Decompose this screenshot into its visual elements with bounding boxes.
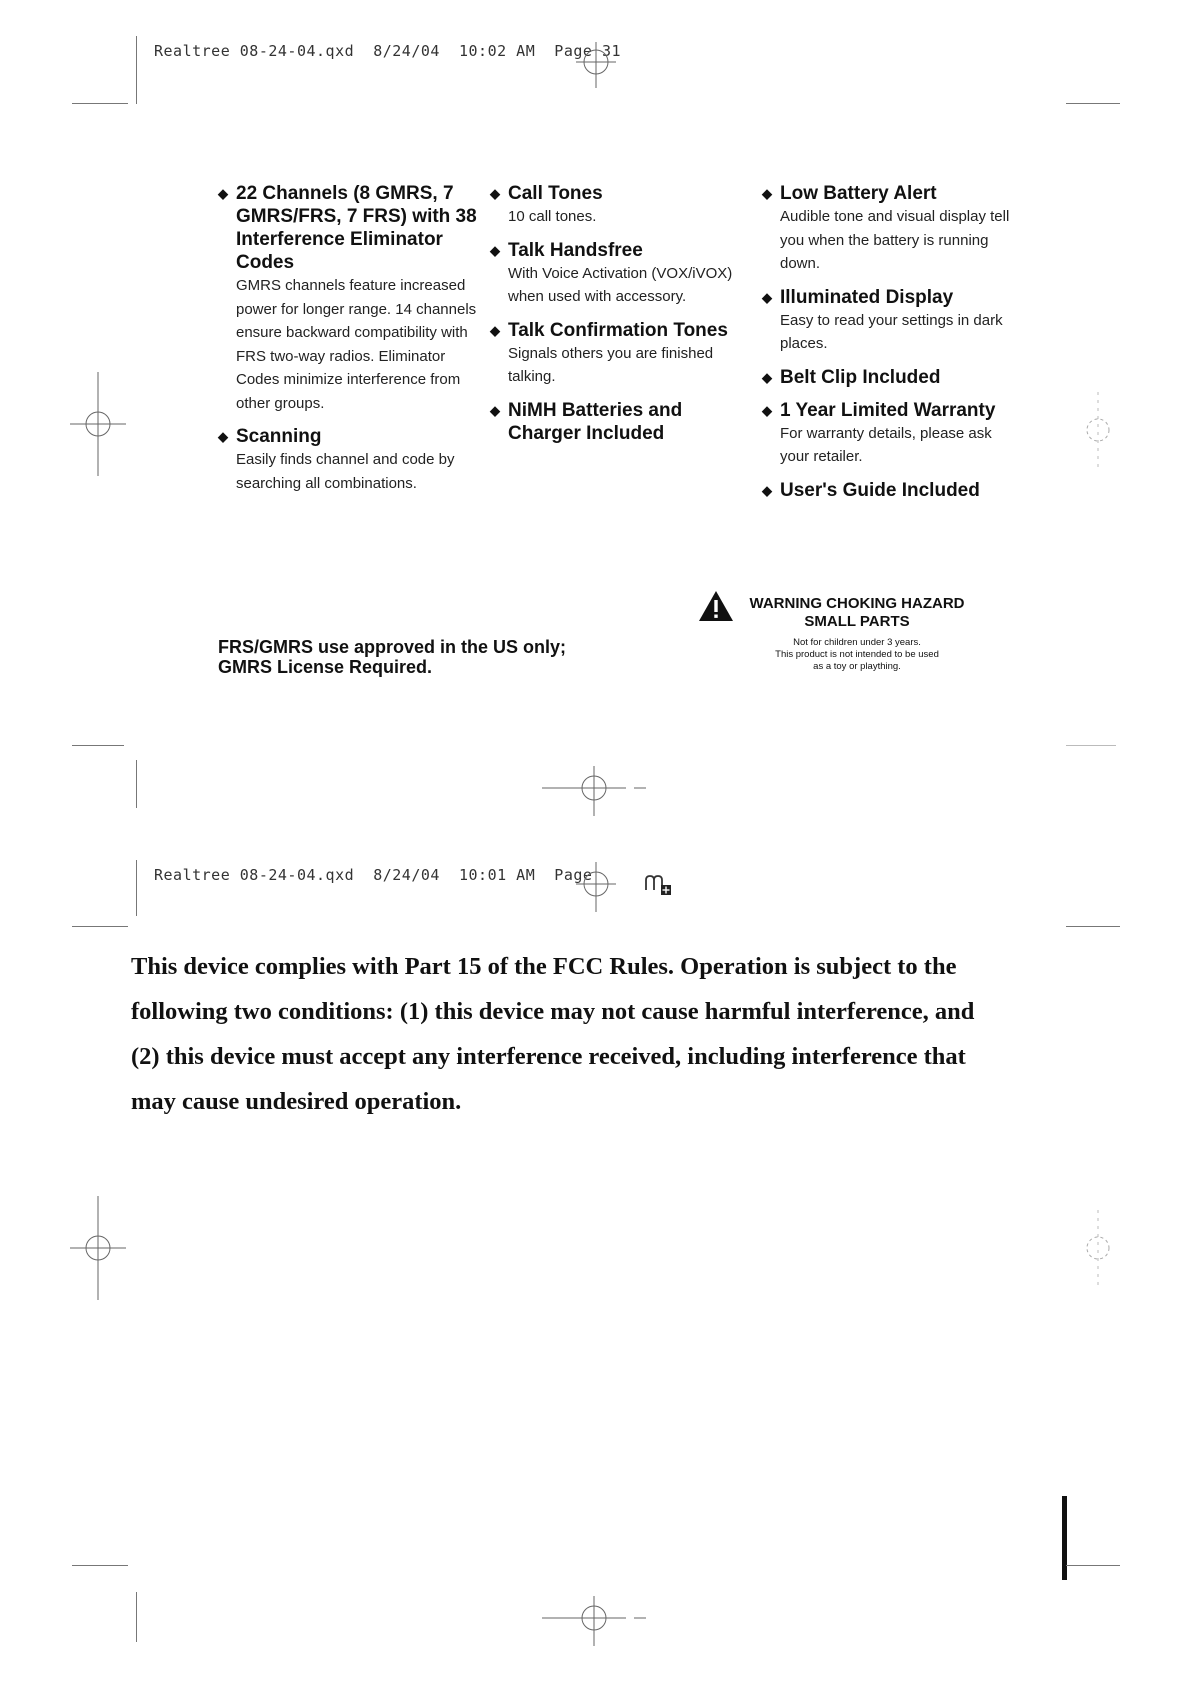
feature-title: 1 Year Limited Warranty: [780, 399, 996, 421]
bullet-icon: ◆: [218, 429, 228, 444]
fcc-line: This device complies with Part 15 of the FCC Rules. Operation is subject to the: [131, 953, 957, 980]
warning-line: Not for children under 3 years.: [793, 637, 921, 648]
feature-title: 22 Channels (8 GMRS, 7 GMRS/FRS, 7 FRS) with 38 Interference Eliminator Codes: [236, 183, 477, 273]
registration-mark-icon: [542, 1596, 652, 1646]
feature-title: Call Tones: [508, 183, 603, 204]
feature-item: [218, 182, 478, 415]
feature-column-2: [490, 182, 752, 455]
registration-mark-icon: [70, 1196, 130, 1300]
bullet-icon: ◆: [762, 402, 772, 418]
feature-title: User's Guide Included: [780, 479, 980, 501]
warning-heading: WARNING CHOKING HAZARD: [749, 595, 965, 612]
registration-mark-icon: [1080, 1210, 1120, 1290]
feature-item: [490, 239, 752, 309]
bullet-icon: ◆: [762, 369, 772, 385]
crop-mark: [1066, 1565, 1120, 1566]
warning-subheading: SMALL PARTS: [804, 613, 910, 630]
crop-mark: [72, 103, 128, 104]
bullet-icon: ◆: [490, 186, 500, 201]
feature-description: Easy to read your settings in dark places.: [780, 311, 1003, 352]
registration-mark-icon: [576, 860, 616, 914]
fcc-statement: [131, 944, 1051, 1124]
feature-item: [762, 479, 1024, 502]
feature-title: Low Battery Alert: [780, 183, 937, 204]
registration-mark-icon: [542, 766, 652, 816]
feature-description: GMRS channels feature increased power for longer range. 14 channels ensure backward compatibility with FRS two-way radios. Eliminator Codes minimize interference from other groups.: [236, 277, 477, 412]
bullet-icon: ◆: [490, 242, 500, 258]
bullet-icon: ◆: [490, 402, 500, 418]
crop-mark: [136, 1592, 137, 1642]
thick-crop-bar: [1062, 1496, 1067, 1580]
feature-description: Easily finds channel and code by searching all combinations.: [236, 451, 455, 492]
feature-item: [490, 399, 752, 445]
feature-title: Talk Confirmation Tones: [508, 319, 728, 341]
fcc-line: following two conditions: (1) this device may not cause harmful interference, and: [131, 998, 975, 1025]
notice-line: FRS/GMRS use approved in the US only;: [218, 637, 567, 657]
feature-item: [762, 366, 1024, 389]
feature-description: Signals others you are finished talking.: [508, 344, 714, 385]
crop-mark: [136, 860, 137, 916]
crop-mark: [1066, 103, 1120, 104]
feature-item: [490, 182, 752, 229]
slug-bottom: Realtree 08-24-04.qxd 8/24/04 10:01 AM Page: [154, 866, 593, 884]
frs-gmrs-notice: [218, 637, 566, 677]
feature-title: Belt Clip Included: [780, 366, 941, 388]
feature-description: 10 call tones.: [508, 208, 597, 225]
fcc-line: (2) this device must accept any interference received, including interference that: [131, 1043, 966, 1070]
feature-item: [490, 319, 752, 389]
crop-mark: [72, 745, 124, 746]
feature-item: [218, 425, 478, 495]
crop-mark: [1066, 745, 1116, 746]
feature-title: NiMH Batteries and Charger Included: [508, 399, 683, 444]
slug-top: Realtree 08-24-04.qxd 8/24/04 10:02 AM Page 31: [154, 42, 622, 60]
bullet-icon: ◆: [762, 482, 772, 498]
feature-description: For warranty details, please ask your retailer.: [780, 424, 992, 465]
feature-item: [762, 399, 1024, 469]
registration-mark-icon: [70, 372, 130, 476]
notice-line: GMRS License Required.: [218, 657, 433, 677]
crop-mark: [72, 926, 128, 927]
registration-mark-icon: [1080, 392, 1120, 472]
choking-hazard-warning: [701, 594, 991, 673]
registration-mark-icon: [576, 40, 616, 90]
feature-item: [762, 286, 1024, 356]
feature-column-1: [218, 182, 478, 505]
warning-line: This product is not intended to be used: [775, 649, 939, 660]
feature-item: [762, 182, 1024, 276]
bullet-icon: ◆: [490, 322, 500, 338]
feature-title: Talk Handsfree: [508, 239, 643, 261]
feature-title: Illuminated Display: [780, 286, 954, 308]
crop-mark: [136, 36, 137, 104]
warning-line: as a toy or plaything.: [813, 661, 901, 672]
bullet-icon: ◆: [218, 186, 228, 201]
crop-mark: [72, 1565, 128, 1566]
crop-mark: [1066, 926, 1120, 927]
feature-description: With Voice Activation (VOX/iVOX) when used with accessory.: [508, 264, 733, 305]
fcc-line: may cause undesired operation.: [131, 1088, 462, 1115]
warning-details: [701, 637, 991, 673]
bullet-icon: ◆: [762, 289, 772, 305]
printer-glyph-icon: [644, 872, 674, 896]
feature-column-3: [762, 182, 1024, 512]
feature-title: Scanning: [236, 426, 322, 447]
feature-description: Audible tone and visual display tell you when the battery is running down.: [780, 208, 1010, 272]
crop-mark: [136, 760, 137, 808]
bullet-icon: ◆: [762, 186, 772, 201]
